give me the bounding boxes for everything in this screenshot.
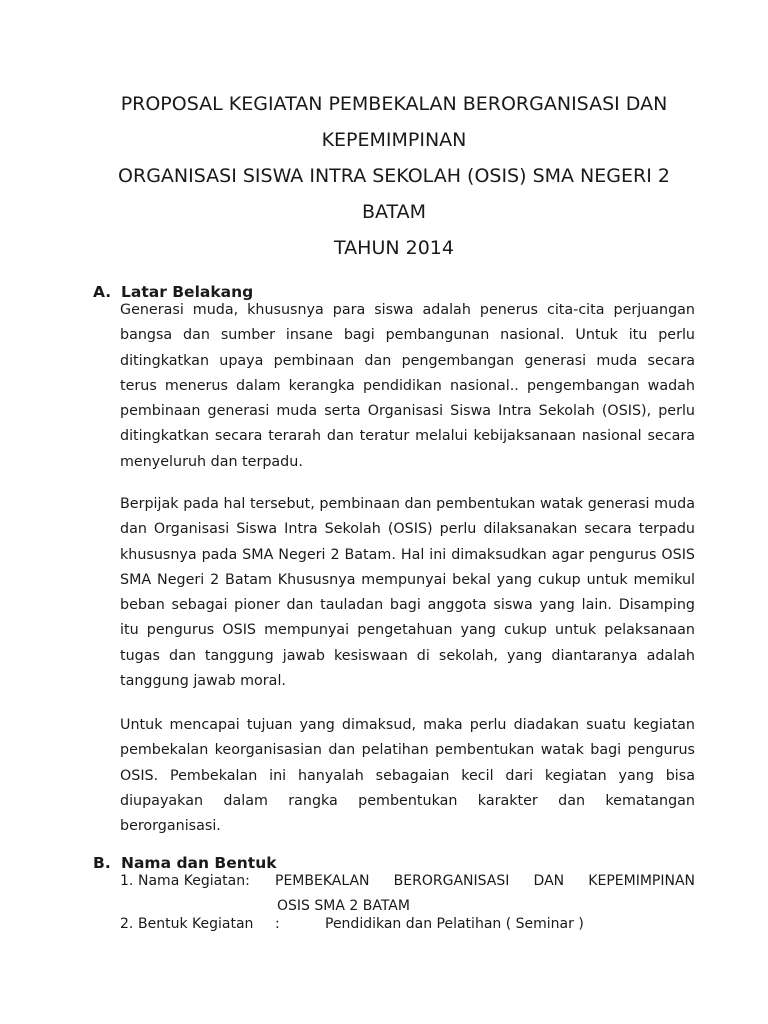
title-line-4: BATAM xyxy=(361,201,427,223)
list-item-2-value: Pendidikan dan Pelatihan ( Seminar ) xyxy=(325,916,584,932)
list-item-1-number: 1. xyxy=(120,873,134,889)
list-item-1-value-line-2: OSIS SMA 2 BATAM xyxy=(277,898,410,914)
paragraph-1: Generasi muda, khususnya para siswa adalah penerus cita-cita perjuangan bangsa dan sumber insane bagi pembangunan nasional. Untuk itu perlu ditingkatkan upaya pembinaan dan pengembangan generasi muda secara terus menerus dalam kerangka pendidikan nasional.. pengembangan wadah pembinaan generasi muda serta Organisasi Siswa Intra Sekolah (OSIS), perlu ditingkatkan secara terarah dan teratur melalui kebijaksanaan nasional secara menyeluruh dan terpadu. xyxy=(120,302,695,470)
title-line-5: TAHUN 2014 xyxy=(334,237,454,259)
section-a-letter: A. xyxy=(93,283,112,301)
paragraph-3: Untuk mencapai tujuan yang dimaksud, maka perlu diadakan suatu kegiatan pembekalan keorganisasian dan pelatihan pembentukan watak bagi pengurus OSIS. Pembekalan ini hanyalah sebagaian kecil dari kegiatan yang bisa diupayakan dalam rangka pembentukan karakter dan kematangan berorganisasi. xyxy=(120,717,695,835)
document-title xyxy=(80,86,708,266)
title-line-2: KEPEMIMPINAN xyxy=(321,129,467,151)
section-b-title: Nama dan Bentuk xyxy=(121,854,277,872)
section-b-heading xyxy=(93,853,277,873)
list-item-2-colon: : xyxy=(275,916,280,932)
list-item-2-number: 2. xyxy=(120,916,134,932)
section-b-letter: B. xyxy=(93,854,111,872)
list-item-1-label: Nama Kegiatan: xyxy=(138,873,250,889)
section-a-title: Latar Belakang xyxy=(121,283,254,301)
paragraph-2: Berpijak pada hal tersebut, pembinaan dan pembentukan watak generasi muda dan Organisasi Siswa Intra Sekolah (OSIS) perlu dilaksanakan secara terpadu khususnya pada SMA Negeri 2 Batam. Hal ini dimaksudkan agar pengurus OSIS SMA Negeri 2 Batam Khususnya mempunyai bekal yang cukup untuk memikul beban sebagai pioner dan tauladan bagi anggota siswa yang lain. Disamping itu pengurus OSIS mempunyai pengetahuan yang cukup untuk pelaksanaan tugas dan tanggung jawab kesiswaan di sekolah, yang diantaranya adalah tanggung jawab moral. xyxy=(120,496,695,690)
title-line-1: PROPOSAL KEGIATAN PEMBEKALAN BERORGANISASI DAN xyxy=(120,93,668,115)
title-line-3: ORGANISASI SISWA INTRA SEKOLAH (OSIS) SMA NEGERI 2 xyxy=(118,165,670,187)
list-item-1-value-line-1: PEMBEKALAN BERORGANISASI DAN KEPEMIMPINAN xyxy=(275,873,695,889)
list-item-2-label: Bentuk Kegiatan xyxy=(138,916,254,932)
